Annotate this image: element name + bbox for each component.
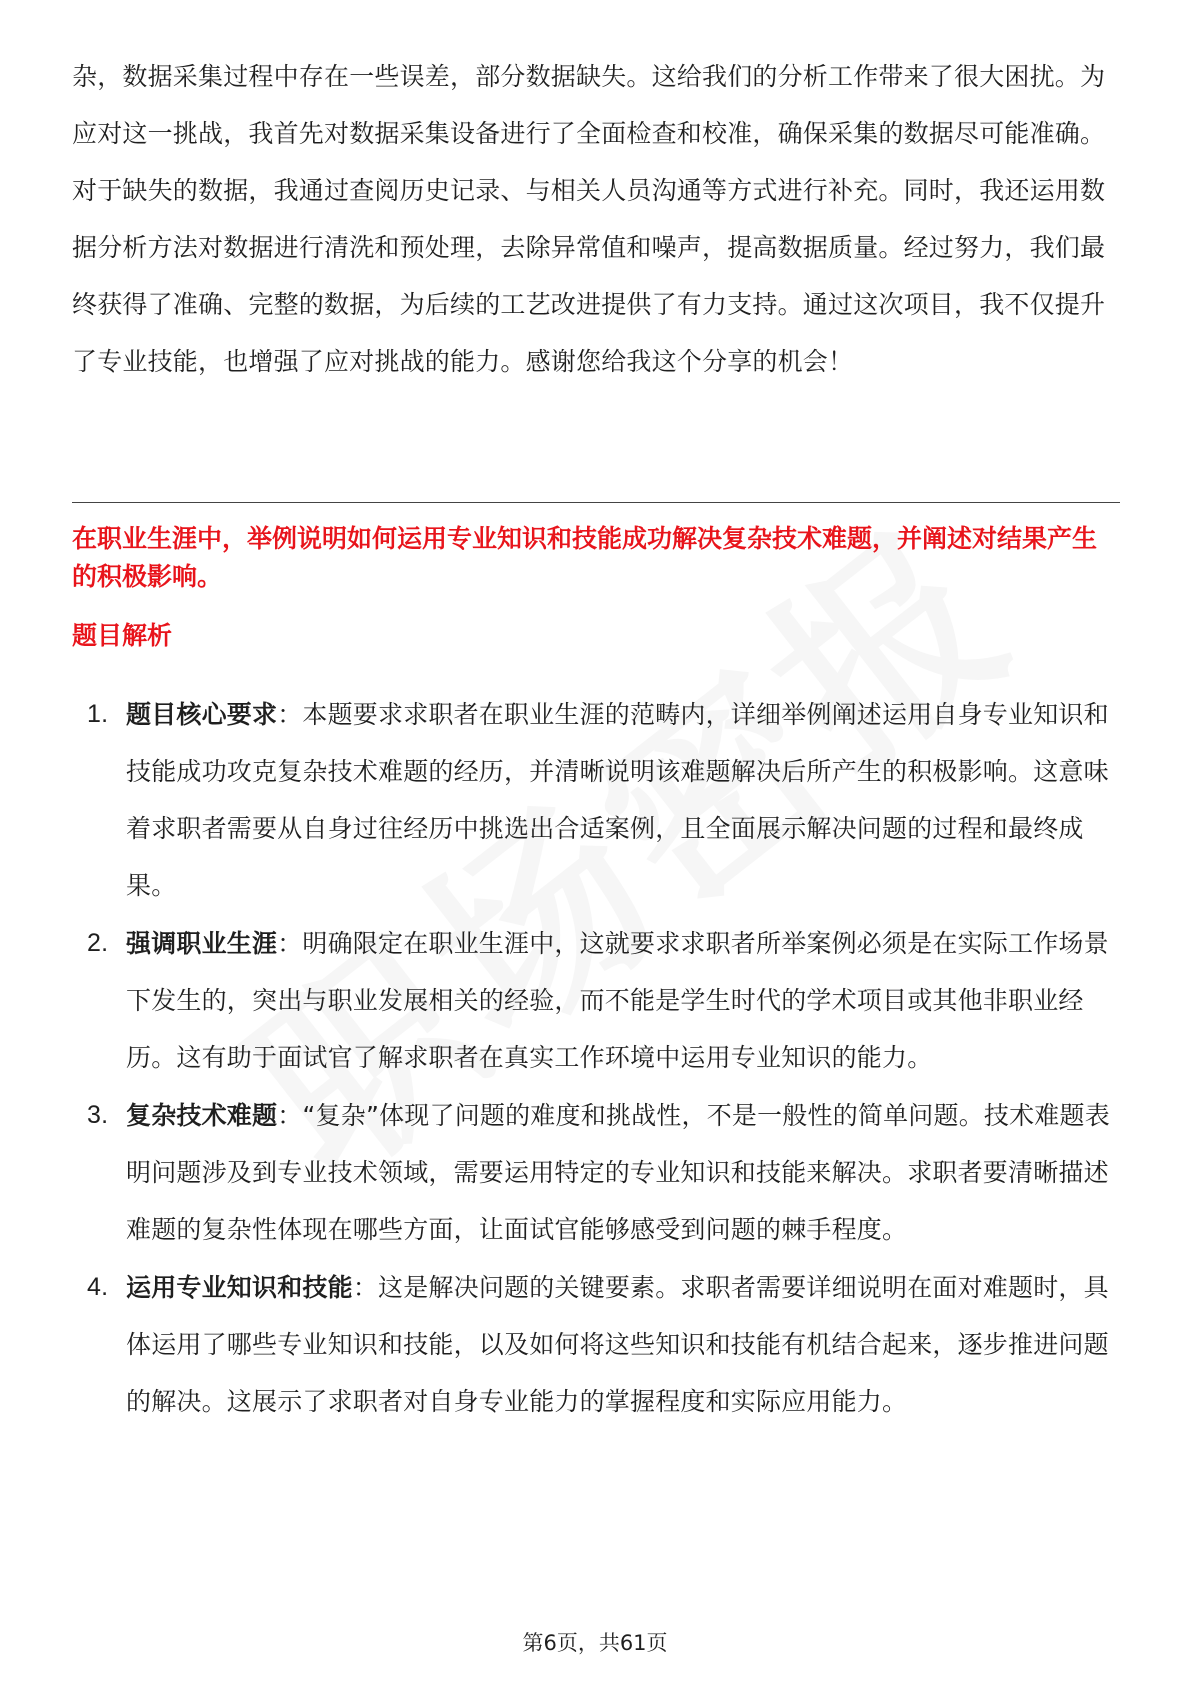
analysis-item [72,1087,1120,1258]
analysis-heading: 题目解析 [72,621,173,650]
item-text: ：这是解决问题的关键要素。求职者需要详细说明在面对难题时，具体运用了哪些专业知识和技能，以及如何将这些知识和技能有机结合起来，逐步推进问题的解决。这展示了求职者对自身专业能力的掌握程度和实际应用能力。 [126,1273,1109,1416]
item-number: 2. [87,929,109,957]
question-title: 在职业生涯中，举例说明如何运用专业知识和技能成功解决复杂技术难题，并阐述对结果产生的积极影响。 [72,524,1098,591]
intro-paragraph: 杂，数据采集过程中存在一些误差，部分数据缺失。这给我们的分析工作带来了很大困扰。为应对这一挑战，我首先对数据采集设备进行了全面检查和校准，确保采集的数据尽可能准确。对于缺失的数据，我通过查阅历史记录、与相关人员沟通等方式进行补充。同时，我还运用数据分析方法对数据进行清洗和预处理，去除异常值和噪声，提高数据质量。经过努力，我们最终获得了准确、完整的数据，为后续的工艺改进提供了有力支持。通过这次项目，我不仅提升了专业技能，也增强了应对挑战的能力。感谢您给我这个分享的机会！ [72,62,1106,376]
analysis-list [72,686,1120,1431]
item-number: 1. [87,700,109,728]
item-term: 复杂技术难题 [126,1101,278,1130]
item-number: 3. [87,1101,109,1129]
item-term: 题目核心要求 [126,700,278,729]
analysis-item [72,686,1120,914]
analysis-item [72,1259,1120,1430]
item-number: 4. [87,1273,109,1301]
item-term: 强调职业生涯 [126,929,278,958]
section-divider [72,502,1120,503]
item-text: ：“复杂”体现了问题的难度和挑战性，不是一般性的简单问题。技术难题表明问题涉及到专业技术领域，需要运用特定的专业知识和技能来解决。求职者要清晰描述难题的复杂性体现在哪些方面，让面试官能够感受到问题的棘手程度。 [126,1101,1110,1244]
page-number: 第6页，共61页 [522,1631,668,1655]
analysis-item [72,915,1120,1086]
item-term: 运用专业知识和技能 [126,1273,353,1302]
item-text: ：明确限定在职业生涯中，这就要求求职者所举案例必须是在实际工作场景下发生的，突出与职业发展相关的经验，而不能是学生时代的学术项目或其他非职业经历。这有助于面试官了解求职者在真实工作环境中运用专业知识的能力。 [126,929,1109,1072]
item-text: ：本题要求求职者在职业生涯的范畴内，详细举例阐述运用自身专业知识和技能成功攻克复杂技术难题的经历，并清晰说明该难题解决后所产生的积极影响。这意味着求职者需要从自身过往经历中挑选出合适案例，且全面展示解决问题的过程和最终成果。 [126,700,1109,900]
